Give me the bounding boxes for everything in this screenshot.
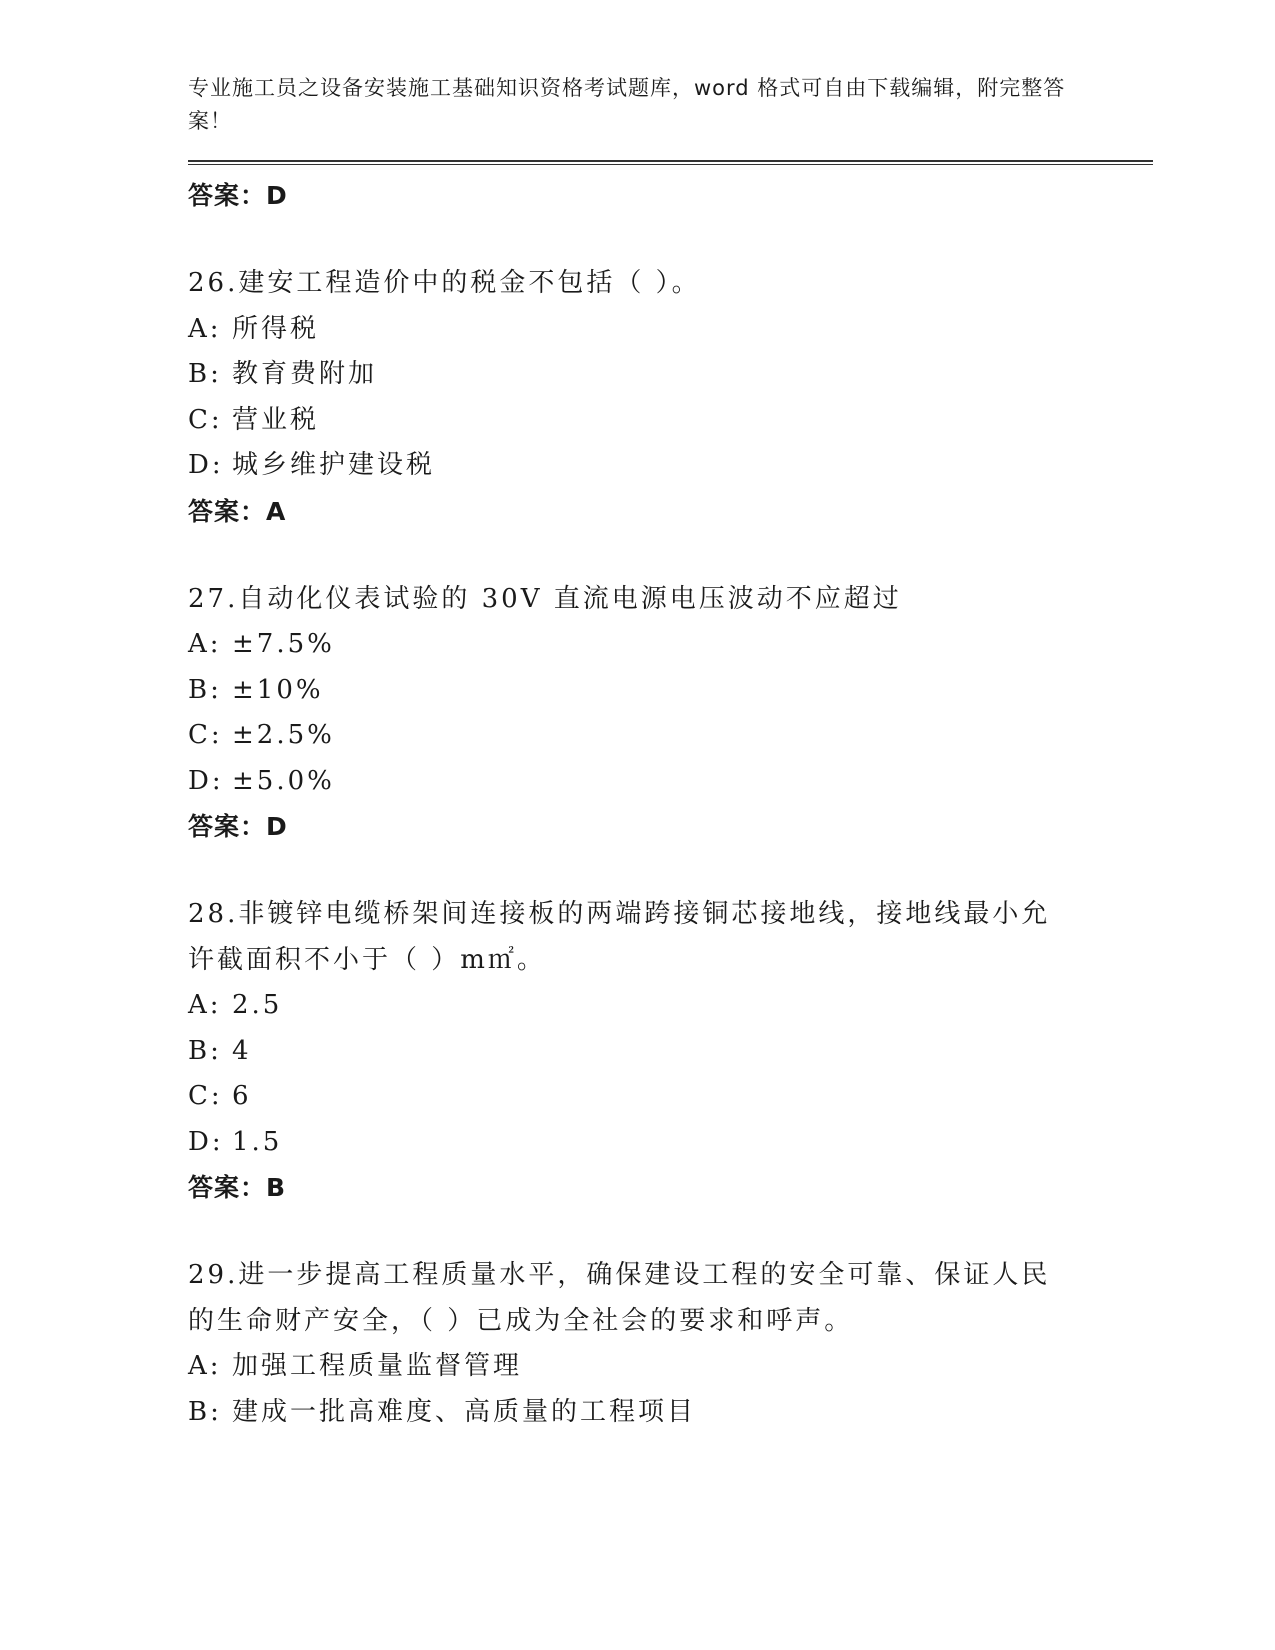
option-text: ±10% [232, 674, 324, 705]
option-text: 4 [232, 1035, 252, 1066]
option-key: A: [188, 1351, 222, 1381]
question-block [188, 892, 1148, 1211]
option-text: 1.5 [232, 1126, 283, 1157]
option-key: C: [188, 720, 223, 750]
question-stem: 26.建安工程造价中的税金不包括（ ）。 [188, 268, 701, 298]
option-key: A: [188, 990, 222, 1020]
option-key: D: [188, 450, 224, 480]
answer-option [188, 983, 1148, 1029]
question-block [188, 261, 1148, 535]
question-stem: 29.进一步提高工程质量水平，确保建设工程的安全可靠、保证人民的生命财产安全，（ ）已成为全社会的要求和呼声。 [188, 1260, 1051, 1336]
option-text: 建成一批高难度、高质量的工程项目 [232, 1396, 697, 1427]
answer-value: D [266, 812, 288, 841]
option-text: ±5.0% [232, 765, 335, 796]
answer-value: B [266, 1173, 287, 1202]
option-key: D: [188, 1126, 224, 1157]
option-text: 所得税 [232, 313, 320, 344]
answer-option [188, 622, 1148, 668]
option-text: ±2.5% [232, 720, 335, 750]
answer-value: D [266, 181, 288, 210]
option-text: 加强工程质量监督管理 [232, 1351, 523, 1381]
question-stem: 27.自动化仪表试验的 30V 直流电源电压波动不应超过 [188, 583, 902, 614]
option-key: B: [188, 359, 222, 389]
option-text: 城乡维护建设税 [232, 450, 436, 480]
answer-value: A [266, 496, 287, 526]
answer-option [188, 1120, 1148, 1166]
question-stem: 28.非镀锌电缆桥架间连接板的两端跨接铜芯接地线，接地线最小允许截面积不小于（ ）m㎡。 [188, 899, 1051, 975]
header-divider [188, 160, 1153, 165]
answer-option [188, 1390, 1148, 1436]
answer-label: 答案： [188, 181, 267, 210]
question-list [188, 261, 1148, 1435]
answer-option [188, 352, 1148, 398]
option-text: 教育费附加 [232, 359, 378, 389]
option-text: 6 [232, 1081, 252, 1111]
answer-label: 答案： [188, 812, 267, 841]
answer-option [188, 398, 1148, 444]
option-key: B: [188, 1035, 222, 1066]
option-key: C: [188, 404, 223, 435]
answer-option [188, 443, 1148, 489]
option-key: C: [188, 1081, 223, 1111]
option-text: 2.5 [232, 990, 283, 1020]
answer-option [188, 307, 1148, 353]
answer-option [188, 1344, 1148, 1390]
question-block [188, 1253, 1148, 1435]
question-answer [188, 489, 1148, 535]
option-text: ±7.5% [232, 629, 335, 659]
answer-option [188, 713, 1148, 759]
answer-label: 答案： [188, 496, 267, 526]
document-page [188, 72, 1148, 1435]
answer-label: 答案： [188, 1173, 267, 1202]
question-answer [188, 1165, 1148, 1211]
answer-option [188, 1029, 1148, 1075]
question-answer [188, 804, 1148, 850]
option-key: B: [188, 1396, 222, 1427]
document-header: 专业施工员之设备安装施工基础知识资格考试题库，word 格式可自由下载编辑，附完整答案！ [188, 76, 1066, 133]
option-key: A: [188, 313, 222, 344]
question-block [188, 577, 1148, 851]
answer-option [188, 668, 1148, 714]
option-key: A: [188, 629, 222, 659]
previous-answer [188, 173, 1148, 219]
option-key: D: [188, 765, 224, 796]
option-key: B: [188, 674, 222, 705]
option-text: 营业税 [232, 404, 320, 435]
answer-option [188, 759, 1148, 805]
answer-option [188, 1074, 1148, 1120]
